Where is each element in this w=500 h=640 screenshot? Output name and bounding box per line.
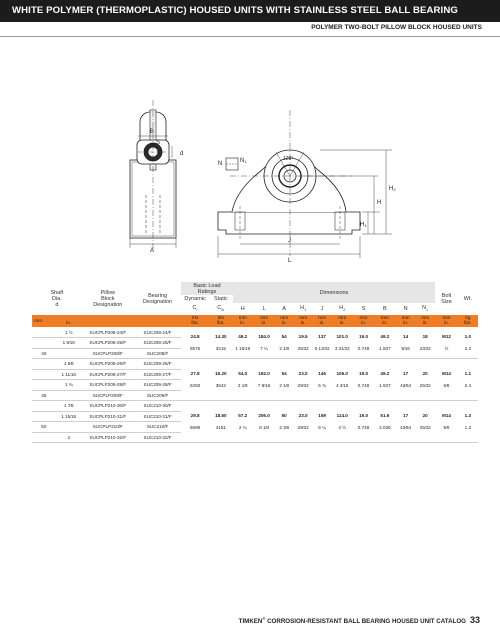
header-H2: $H_2$ [339,305,346,313]
spec-metric-N1: 18 [422,334,428,339]
spec-metric-S: 19.0 [359,334,369,339]
spec-metric-dyn: 29.8 [190,413,200,418]
spec-metric-stat: 16.20 [215,371,227,376]
spec-cell-H2 [331,359,354,401]
spec-cell-wt [458,327,478,359]
header-bearing: Bearing Designation [143,292,173,305]
spec-metric-bolt: M14 [442,413,451,418]
unit-load-dynamic: kN lbs. [181,315,209,327]
spec-metric-N: 14 [403,334,409,339]
spec-cell-H2 [331,401,354,443]
spec-metric-A: 54 [281,371,287,376]
label-H: H [377,200,382,206]
bearing-cell: SUC208-25/F [134,338,181,349]
spec-metric-H1: 23.0 [298,413,308,418]
page-number: 33 [469,615,480,625]
banner-title: WHITE POLYMER (THERMOPLASTIC) HOUSED UNITS WITH STAINLESS STEEL BALL BEARING INSERTS [12,5,458,38]
spec-cell-bolt [435,359,458,401]
spec-imperial-stat: 4181 [215,425,226,430]
spec-cell-N1 [415,401,435,443]
spec-cell-N1 [415,327,435,359]
bearing-cell: SUC208/F [134,348,181,359]
spec-cell-N [396,327,415,359]
header-static: Static [213,296,228,302]
shaft-in-cell [56,422,82,433]
spec-imperial-H2: 4 3⁄16 [336,383,349,388]
spec-cell-stat [209,359,233,401]
spec-imperial-H: 2 ¼ [238,425,247,430]
footer-text: CORROSION-RESISTANT BALL BEARING HOUSED UNIT CATALOG [265,618,466,625]
section-subtitle: POLYMER TWO-BOLT PILLOW BLOCK HOUSED UNITS [311,24,482,31]
spec-cell-H1 [293,327,313,359]
bearing-cell: SUC208-24/F [134,327,181,338]
spec-metric-S: 19.0 [359,413,369,418]
spec-cell-B [374,401,397,443]
spec-imperial-S: 0.748 [357,383,370,388]
header-J: J [320,306,324,312]
bearing-cell: SUC210-32/F [134,432,181,443]
shaft-mm-cell [32,380,56,391]
spec-cell-stat [209,327,233,359]
table-row [32,401,478,412]
spec-imperial-H1: 25⁄32 [297,346,309,351]
spec-imperial-J: 5 13⁄32 [314,346,330,351]
spec-imperial-B: 1.937 [379,383,391,388]
header-pillow-block: Pillow Block Designation [93,289,123,308]
unit-dim: mm in. [233,315,253,327]
spec-cell-A [275,327,293,359]
spec-imperial-L: 7 ¼ [260,346,268,351]
shaft-mm-cell [32,369,56,380]
spec-metric-stat: 14.30 [215,334,227,339]
shaft-in-cell [56,348,82,359]
header-N: N [403,306,408,312]
header-cr: $C_r$ [192,305,198,313]
spec-cell-H [233,359,253,401]
spec-imperial-S: 0.748 [357,425,370,430]
spec-imperial-stat: 3642 [215,383,226,388]
spec-imperial-H1: 29⁄32 [297,425,309,430]
shaft-mm-cell [32,327,56,338]
spec-cell-H2 [331,327,354,359]
shaft-in-cell: 1 11⁄16 [56,369,82,380]
shaft-mm-cell: 40 [32,348,56,359]
unit-dim: mm in. [331,315,354,327]
spec-metric-dyn: 27.8 [190,371,200,376]
table-row [32,359,478,370]
spec-metric-A: 54 [281,334,287,339]
spec-metric-H: 49.2 [238,334,248,339]
spec-metric-dyn: 24.8 [190,334,200,339]
spec-imperial-H2: 3 31⁄32 [334,346,350,351]
unit-load-static: kN lbs. [209,315,233,327]
subtitle-bar [0,23,500,37]
spec-cell-dyn [181,401,209,443]
front-view-drawing [218,110,392,258]
spec-metric-stat: 18.60 [215,413,227,418]
shaft-in-cell: 1 ¾ [56,380,82,391]
spec-cell-B [374,359,397,401]
label-J: J [288,238,291,244]
pillow-block-cell: SUCPLP210-30/F [82,401,134,412]
spec-imperial-A: 2 1⁄8 [279,346,290,351]
pillow-block-cell: SUCPLP208-24/F [82,327,134,338]
spec-metric-H: 57.2 [238,413,248,418]
header-bolt-size: Bolt Size [441,292,452,305]
bearing-cell: SUC209-28/F [134,380,181,391]
spec-imperial-H: 2 1⁄8 [237,383,248,388]
side-view-drawing [130,100,176,250]
header-L: L [262,306,266,312]
spec-imperial-N1: 23⁄32 [419,346,431,351]
spec-cell-H1 [293,359,313,401]
spec-cell-J [313,327,331,359]
spec-metric-B: 51.6 [380,413,390,418]
shaft-in-cell: 1 9⁄16 [56,338,82,349]
spec-cell-stat [209,401,233,443]
pillow-block-cell: SUCPLP208/F [82,348,134,359]
spec-imperial-N: 43⁄64 [400,383,412,388]
spec-metric-H2: 101.0 [336,334,348,339]
shaft-in-cell: 1 15⁄16 [56,411,82,422]
spec-imperial-N: 43⁄64 [400,425,412,430]
bearing-cell: SUC210/F [134,422,181,433]
spec-cell-dyn [181,327,209,359]
pillow-block-cell: SUCPLP209-26/F [82,359,134,370]
label-N1: N1 [240,158,247,164]
spec-imperial-dyn: 6250 [190,383,201,388]
spec-cell-wt [458,401,478,443]
spec-imperial-H2: 4 ½ [338,425,347,430]
spec-metric-H2: 106.0 [336,371,348,376]
header-cor: $C_{0r}$ [217,305,225,313]
spec-metric-H1: 23.0 [298,371,308,376]
spec-cell-N [396,401,415,443]
page-footer [239,615,480,625]
spec-cell-S [353,359,373,401]
spec-metric-N1: 20 [422,413,428,418]
unit-weight: kg lbs. [458,315,478,327]
spec-imperial-J: 5 ¾ [318,383,326,388]
unit-mm: mm [32,315,56,327]
header-H1: $H_1$ [300,305,307,313]
shaft-in-cell: 1 5⁄8 [56,359,82,370]
unit-in: in. [56,315,82,327]
unit-bolt: mm in. [435,315,458,327]
spec-metric-B: 49.2 [380,371,390,376]
shaft-mm-cell: 45 [32,390,56,401]
unit-dim: mm in. [415,315,435,327]
label-S: S [156,140,161,146]
spec-imperial-B: 1.937 [379,346,391,351]
bearing-cell: SUC209-26/F [134,359,181,370]
label-B: B [150,129,155,135]
pillow-block-cell: SUCPLP210/F [82,422,134,433]
spec-metric-N: 17 [403,413,409,418]
pillow-block-cell: SUCPLP208-25/F [82,338,134,349]
spec-cell-H [233,401,253,443]
label-A: A [150,248,155,254]
spec-cell-L [253,327,276,359]
label-H2: H2 [389,186,396,192]
technical-drawing [0,40,500,270]
spec-cell-S [353,327,373,359]
shaft-mm-cell [32,359,56,370]
spec-imperial-wt: 1.3 [464,425,472,430]
units-row [32,315,478,327]
spec-cell-wt [458,359,478,401]
header-dynamic: Dynamic [184,296,206,302]
spec-metric-J: 137 [318,334,326,339]
spec-metric-J: 159 [318,413,326,418]
spec-cell-B [374,327,397,359]
shaft-in-cell: 1 ½ [56,327,82,338]
spec-imperial-bolt: 5⁄8 [443,383,450,388]
unit-dim: mm in. [313,315,331,327]
spec-metric-H1: 19.5 [298,334,308,339]
spec-metric-B: 49.2 [380,334,390,339]
spec-metric-bolt: M12 [442,334,451,339]
spec-metric-N: 17 [403,371,409,376]
spec-imperial-L: 7 9⁄16 [257,383,271,388]
label-N: N [218,161,223,167]
shaft-mm-cell [32,411,56,422]
pillow-block-cell: SUCPLP210-32/F [82,432,134,443]
unit-dim: mm in. [253,315,276,327]
header-basic-load: Basic Load Ratings [181,282,232,295]
spec-cell-A [275,359,293,401]
header-shaft: Shaft Dia. d [50,289,64,308]
label-L: L [288,258,292,264]
shaft-mm-cell [32,401,56,412]
spec-cell-dyn [181,359,209,401]
unit-dim: mm in. [293,315,313,327]
pillow-block-cell: SUCPLP210-31/F [82,411,134,422]
spec-imperial-N1: 25⁄32 [419,425,431,430]
spec-cell-A [275,401,293,443]
spec-cell-N [396,359,415,401]
header-dimensions: Dimensions [233,282,436,303]
bearing-cell: SUC210-30/F [134,401,181,412]
spec-imperial-N: 9⁄16 [401,346,410,351]
unit-dim: mm in. [374,315,397,327]
header-B: B [383,306,387,312]
spec-imperial-J: 6 ¼ [318,425,326,430]
spec-imperial-dyn: 6699 [190,425,201,430]
spec-metric-wt: 1.3 [464,413,472,418]
shaft-mm-cell: 50 [32,422,56,433]
unit-dim: mm in. [275,315,293,327]
spec-metric-A: 60 [281,413,287,418]
unit-dim: mm in. [396,315,415,327]
header-A: A [282,306,287,312]
spec-imperial-S: 0.748 [357,346,370,351]
spec-metric-wt: 1.0 [464,334,472,339]
label-H1: H1 [360,222,367,228]
spec-imperial-bolt: ½ [444,346,449,351]
shaft-in-cell: 1 7⁄8 [56,401,82,412]
spec-cell-J [313,359,331,401]
spec-imperial-A: 2 3⁄8 [279,425,290,430]
shaft-mm-cell [32,432,56,443]
footer-reg: ® [262,615,266,621]
spec-imperial-dyn: 5575 [190,346,201,351]
spec-imperial-L: 8 1⁄8 [259,425,269,430]
bearing-cell: SUC209-27/F [134,369,181,380]
spec-cell-N1 [415,359,435,401]
spec-metric-L: 184.0 [258,334,270,339]
unit-dim: mm in. [353,315,373,327]
footer-brand: TIMKEN [238,618,263,625]
pillow-block-cell: SUCPLP209-28/F [82,380,134,391]
spec-metric-N1: 20 [422,371,428,376]
spec-metric-wt: 1.1 [464,371,472,376]
spec-imperial-stat: 3215 [215,346,226,351]
shaft-in-cell: 2 [56,432,82,443]
spec-metric-H2: 114.0 [336,413,348,418]
pillow-block-cell: SUCPLP209/F [82,390,134,401]
header-weight: Wt. [463,295,472,302]
label-angle: 120° [283,156,294,162]
shaft-in-cell [56,390,82,401]
spec-cell-J [313,401,331,443]
table-row [32,327,478,338]
spec-imperial-bolt: 5⁄8 [443,425,450,430]
header-S: S [361,306,366,312]
spec-imperial-wt: 2.2 [464,346,472,351]
spec-metric-L: 192.0 [258,371,270,376]
header-N1: $N_1$ [422,305,429,313]
spec-imperial-wt: 2.4 [464,383,472,388]
spec-cell-bolt [435,401,458,443]
spec-imperial-H: 1 15⁄16 [235,346,251,351]
spec-metric-S: 19.0 [359,371,369,376]
spec-metric-H: 54.0 [238,371,248,376]
specification-table [32,282,478,443]
spec-metric-bolt: M14 [442,371,451,376]
bearing-cell: SUC209/F [134,390,181,401]
pillow-block-cell: SUCPLP209-27/F [82,369,134,380]
spec-imperial-H1: 29⁄32 [297,383,309,388]
shaft-mm-cell [32,338,56,349]
label-d: d [180,151,184,157]
spec-cell-L [253,359,276,401]
spec-metric-L: 206.0 [258,413,270,418]
spec-imperial-B: 2.036 [379,425,391,430]
spec-cell-H1 [293,401,313,443]
bearing-cell: SUC210-31/F [134,411,181,422]
spec-cell-bolt [435,327,458,359]
spec-cell-L [253,401,276,443]
spec-cell-S [353,401,373,443]
spec-metric-J: 146 [318,371,326,376]
spec-cell-H [233,327,253,359]
spec-imperial-N1: 25⁄32 [419,383,431,388]
header-H: H [240,306,245,312]
spec-imperial-A: 2 1⁄8 [279,383,290,388]
